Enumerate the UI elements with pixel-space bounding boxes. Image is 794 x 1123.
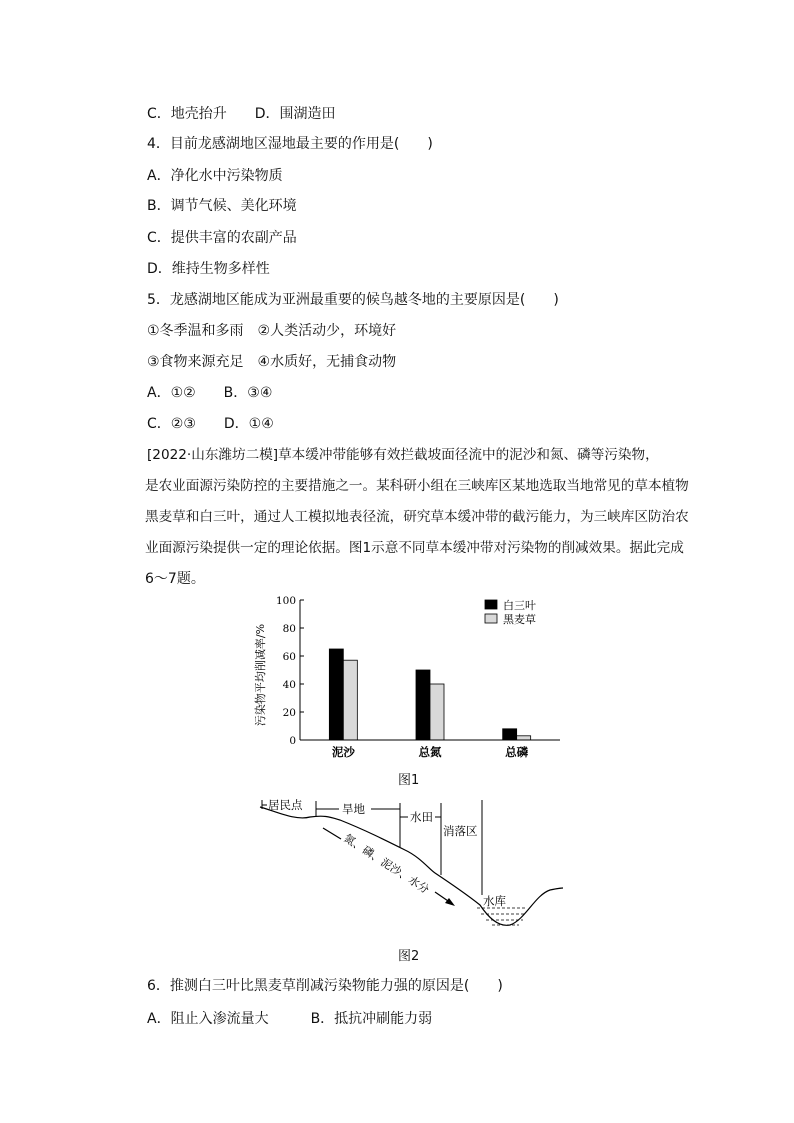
q4-option-b: B．调节气候、美化环境 xyxy=(147,198,297,214)
q4-option-d: D．维持生物多样性 xyxy=(147,261,270,277)
y-tick-label: 0 xyxy=(289,735,296,747)
passage-line-3: 黑麦草和白三叶，通过人工模拟地表径流，研究草本缓冲带的截污能力，为三峡库区防治农 xyxy=(145,509,689,525)
passage-line-1: [2022·山东潍坊二模]草本缓冲带能够有效拦截坡面径流中的泥沙和氮、磷等污染物， xyxy=(147,447,659,463)
legend-label-series-2: 黑麦草 xyxy=(503,613,536,626)
label-dryland: 旱地 xyxy=(342,802,365,816)
y-tick-label: 60 xyxy=(282,651,296,663)
x-category-label: 总磷 xyxy=(505,745,529,759)
legend xyxy=(485,598,536,626)
bar-1-2 xyxy=(416,670,430,740)
y-tick-label: 20 xyxy=(282,707,296,719)
x-category-label: 总氮 xyxy=(418,745,442,759)
x-category-label: 泥沙 xyxy=(331,745,355,759)
flow-arrow-tail xyxy=(323,828,341,839)
q4-stem: 4．目前龙感湖地区湿地最主要的作用是( ) xyxy=(147,136,433,152)
passage-line-4: 业面源污染提供一定的理论依据。图1示意不同草本缓冲带对污染物的削减效果。据此完成 xyxy=(145,540,684,556)
q3-options-cd: C．地壳抬升 D．围湖造田 xyxy=(147,106,336,122)
q5-item-2: ③食物来源充足 ④水质好，无捕食动物 xyxy=(147,354,397,370)
passage-line-5: 6～7题。 xyxy=(145,571,205,587)
figure-1-bar-chart xyxy=(250,590,570,765)
legend-swatch-series-1 xyxy=(485,600,497,609)
passage-line-2: 是农业面源污染防控的主要措施之一。某科研小组在三峡库区某地选取当地常见的草本植物 xyxy=(145,478,689,494)
y-tick-label: 80 xyxy=(282,623,296,635)
q6-stem: 6．推测白三叶比黑麦草削减污染物能力强的原因是( ) xyxy=(147,978,503,994)
figure-2-caption: 图2 xyxy=(398,949,420,964)
label-fluctuation-zone: 消落区 xyxy=(443,824,478,838)
bar-2-3 xyxy=(517,736,531,740)
q5-option-ab: A．①② B．③④ xyxy=(147,385,273,401)
figure-2-slope-diagram xyxy=(255,795,565,940)
q5-stem: 5．龙感湖地区能成为亚洲最重要的候鸟越冬地的主要原因是( ) xyxy=(147,292,559,308)
legend-label-series-1: 白三叶 xyxy=(503,599,536,612)
q4-option-a: A．净化水中污染物质 xyxy=(147,168,283,184)
passage xyxy=(147,440,692,595)
y-axis-label: 污染物平均削减率/% xyxy=(254,623,267,727)
y-tick-label: 40 xyxy=(282,679,296,691)
ground-profile xyxy=(260,807,563,925)
label-paddy: 水田 xyxy=(410,810,433,824)
figure-1-caption: 图1 xyxy=(398,773,420,788)
legend-swatch-series-2 xyxy=(485,614,497,623)
y-tick-label: 100 xyxy=(275,595,296,607)
bar-2-1 xyxy=(343,660,357,740)
bar-2-2 xyxy=(430,684,444,740)
q6-options-ab: A．阻止入渗流量大 B．抵抗冲刷能力弱 xyxy=(147,1011,433,1027)
label-flow: 氮、磷、泥沙、水分 xyxy=(341,831,432,897)
q5-item-1: ①冬季温和多雨 ②人类活动少，环境好 xyxy=(147,323,397,339)
bar-1-1 xyxy=(329,649,343,740)
q5-option-cd: C．②③ D．①④ xyxy=(147,416,274,432)
label-reservoir: 水库 xyxy=(483,894,506,908)
bar-1-3 xyxy=(503,729,517,740)
label-residential: 居民点 xyxy=(268,798,303,812)
q4-option-c: C．提供丰富的农副产品 xyxy=(147,230,297,246)
